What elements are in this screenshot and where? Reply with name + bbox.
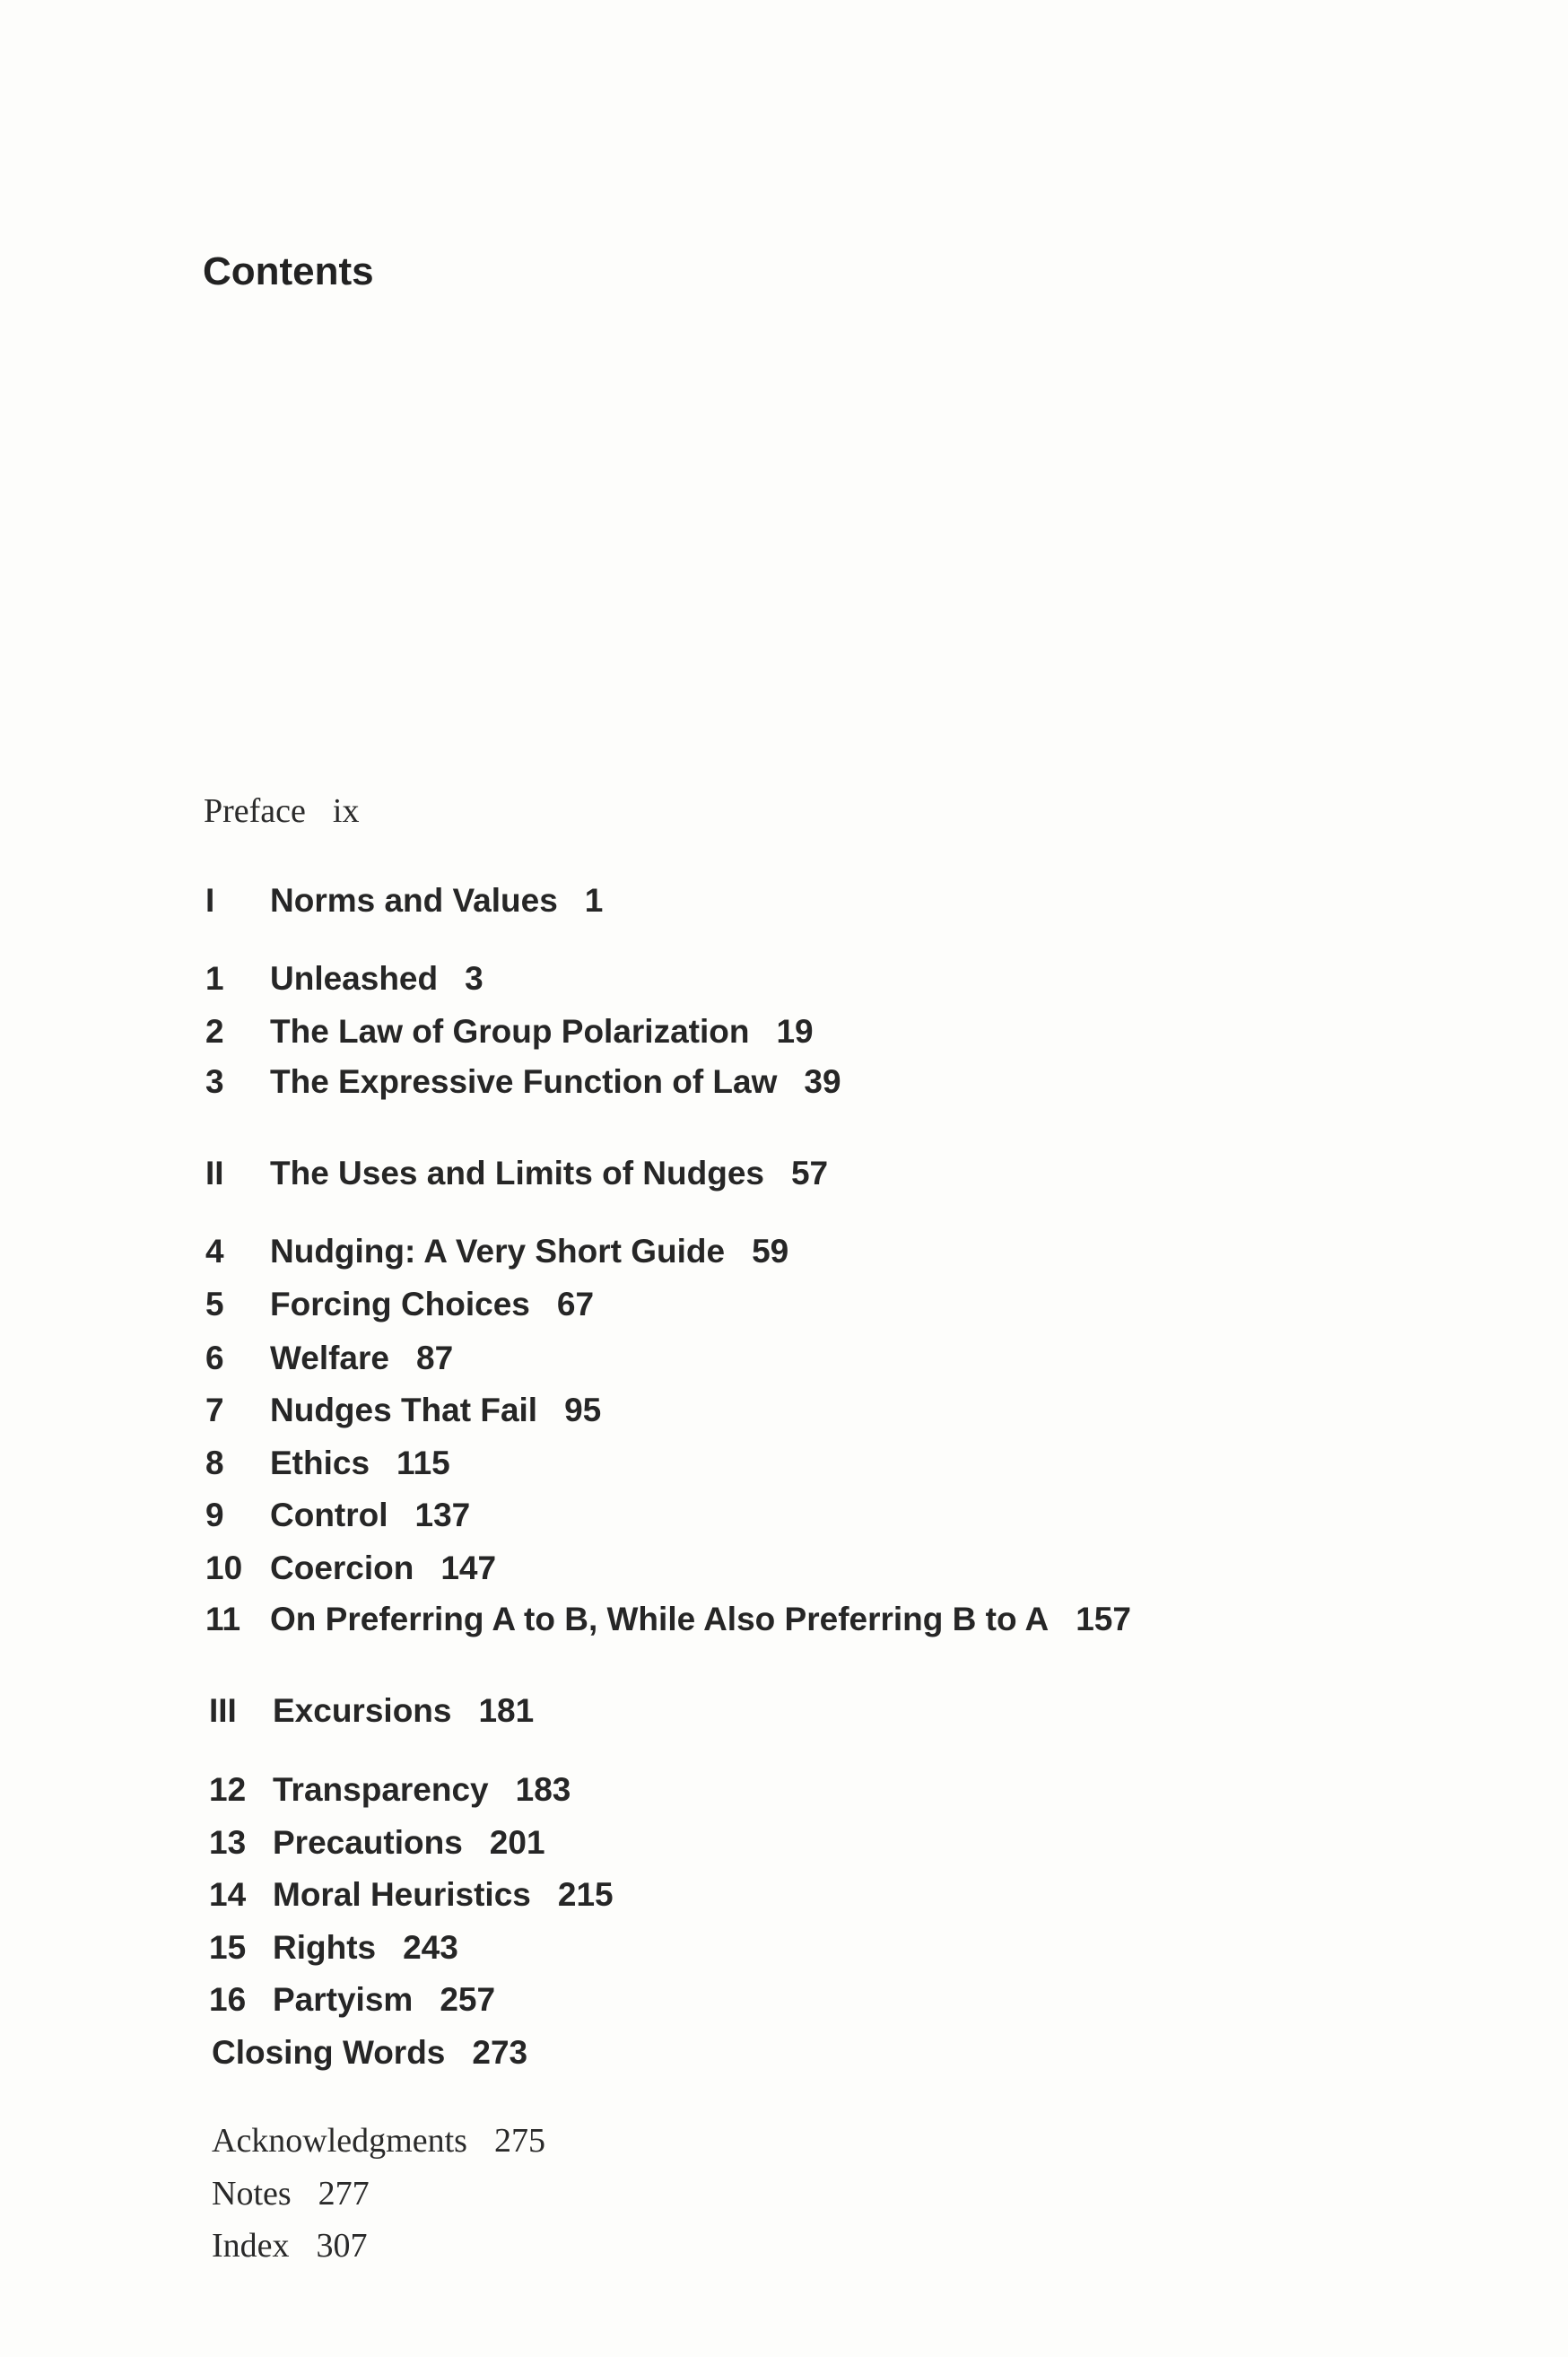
page-title: Contents: [203, 249, 374, 293]
toc-number: 8: [205, 1445, 224, 1481]
toc-title: Control: [270, 1497, 388, 1533]
toc-page-number: 87: [416, 1340, 454, 1376]
toc-number: 5: [205, 1286, 224, 1323]
toc-number: 12: [209, 1771, 247, 1808]
toc-page-number: 157: [1076, 1601, 1131, 1637]
toc-page-number: 257: [440, 1981, 496, 2018]
toc-page-number: 201: [489, 1824, 545, 1861]
toc-title: Nudging: A Very Short Guide: [270, 1233, 726, 1270]
toc-page-number: 3: [465, 960, 483, 997]
toc-title: Norms and Values: [270, 882, 558, 919]
toc-page-number: 181: [478, 1692, 535, 1729]
toc-title: Partyism: [273, 1981, 414, 2018]
toc-title: Preface: [204, 792, 306, 830]
toc-number: 16: [209, 1981, 247, 2018]
toc-number: 3: [205, 1063, 224, 1100]
toc-title: Forcing Choices: [270, 1286, 530, 1323]
toc-page-number: ix: [332, 792, 360, 830]
toc-page-number: 147: [440, 1550, 497, 1586]
toc-page-number: 273: [472, 2034, 528, 2071]
toc-page-number: 67: [556, 1286, 595, 1323]
toc-page-number: 277: [318, 2175, 370, 2213]
toc-number: 9: [205, 1497, 224, 1533]
toc-title: On Preferring A to B, While Also Preferring B to A: [270, 1601, 1050, 1637]
toc-page-number: 1: [584, 882, 604, 919]
toc-page-number: 215: [557, 1876, 614, 1913]
toc-page-number: 137: [414, 1497, 471, 1533]
toc-page-number: 39: [804, 1063, 841, 1100]
toc-page-number: 183: [515, 1771, 571, 1808]
toc-title: Excursions: [273, 1692, 452, 1729]
toc-title: The Law of Group Polarization: [270, 1013, 750, 1050]
toc-page-number: 19: [776, 1013, 814, 1050]
toc-title: Nudges That Fail: [270, 1392, 538, 1428]
toc-number: 13: [209, 1824, 247, 1861]
toc-title: Index: [212, 2227, 290, 2265]
toc-title: Precautions: [273, 1824, 463, 1861]
toc-number: 10: [205, 1550, 243, 1586]
toc-page-number: 95: [564, 1392, 602, 1428]
toc-title: Moral Heuristics: [273, 1876, 531, 1913]
toc-title: Acknowledgments: [212, 2122, 467, 2160]
toc-number: 6: [205, 1340, 224, 1376]
toc-number: I: [205, 882, 215, 919]
toc-number: 14: [209, 1876, 247, 1913]
toc-page-number: 275: [493, 2122, 545, 2160]
toc-number: 4: [205, 1233, 224, 1270]
toc-title: Ethics: [270, 1445, 370, 1481]
toc-number: III: [209, 1692, 237, 1729]
toc-title: Notes: [212, 2175, 292, 2213]
toc-title: Coercion: [270, 1550, 414, 1586]
toc-title: Transparency: [273, 1771, 489, 1808]
toc-title: Rights: [273, 1929, 377, 1966]
toc-number: 1: [205, 960, 224, 997]
toc-title: The Uses and Limits of Nudges: [270, 1155, 764, 1192]
toc-page-number: 59: [752, 1233, 789, 1270]
toc-page-number: 307: [316, 2227, 368, 2265]
toc-title: Closing Words: [212, 2034, 446, 2071]
toc-number: 7: [205, 1392, 224, 1428]
toc-number: II: [205, 1155, 224, 1192]
toc-title: Welfare: [270, 1340, 389, 1376]
toc-number: 15: [209, 1929, 247, 1966]
toc-title: Unleashed: [270, 960, 439, 997]
toc-page-number: 243: [403, 1929, 458, 1966]
toc-number: 2: [205, 1013, 224, 1050]
toc-page-number: 57: [790, 1155, 829, 1192]
toc-number: 11: [205, 1601, 241, 1637]
toc-title: The Expressive Function of Law: [270, 1063, 778, 1100]
toc-page-number: 115: [396, 1445, 450, 1481]
